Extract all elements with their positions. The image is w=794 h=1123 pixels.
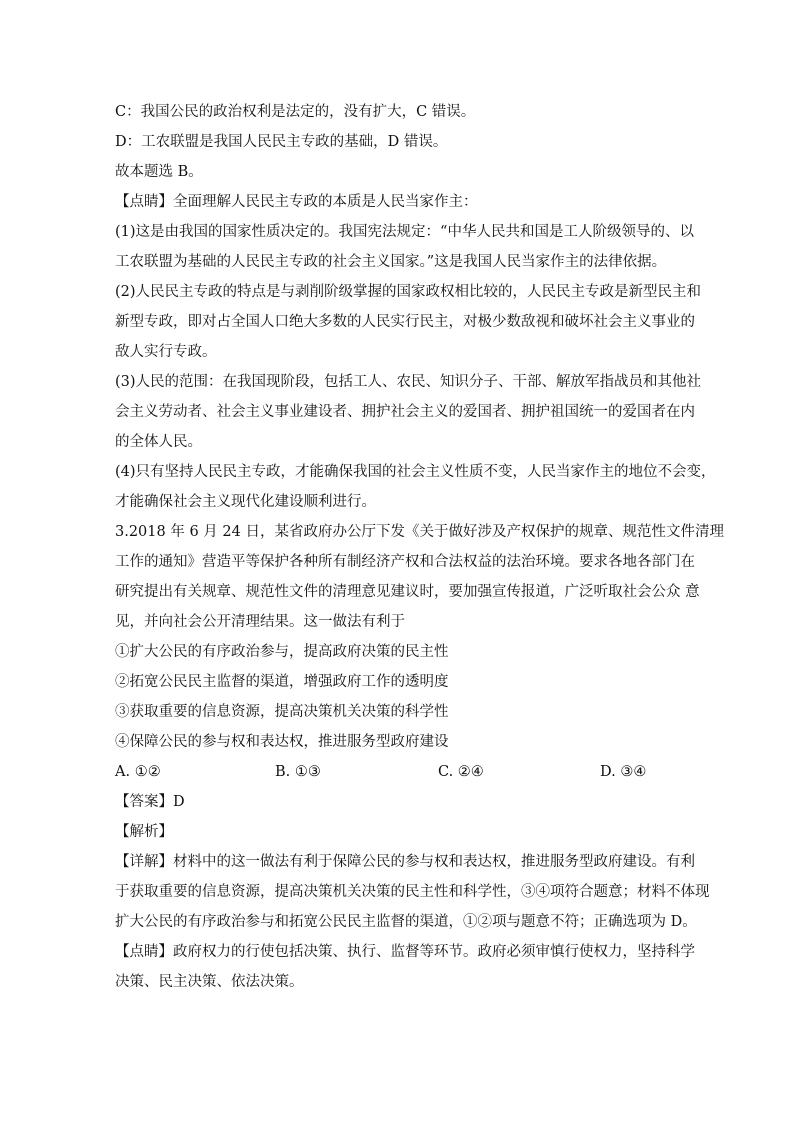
text-line: 敌人实行专政。 bbox=[115, 344, 217, 360]
text-line: C：我国公民的政治权利是法定的，没有扩大，C 错误。 bbox=[115, 104, 476, 120]
text-line: 才能确保社会主义现代化建设顺利进行。 bbox=[115, 494, 376, 510]
text-line: 新型专政，即对占全国人口绝大多数的人民实行民主，对极少数敌视和破坏社会主义事业的 bbox=[115, 314, 695, 330]
analysis-line: 于获取重要的信息资源，提高决策机关决策的民主性和科学性，③④项符合题意；材料不体现 bbox=[115, 884, 710, 900]
text-line: (1)这是由我国的国家性质决定的。我国宪法规定：“中华人民共和国是工人阶级领导的、以 bbox=[115, 224, 694, 240]
analysis-heading: 【解析】 bbox=[115, 824, 173, 840]
question-stem: 工作的通知》营造平等保护各种所有制经济产权和合法权益的法治环境。要求各地各部门在 bbox=[115, 554, 695, 570]
key-point-heading: 【点睛】全面理解人民民主专政的本质是人民当家作主： bbox=[115, 194, 478, 210]
text-line: (3)人民的范围：在我国现阶段，包括工人、农民、知识分子、干部、解放军指战员和其他社 bbox=[115, 374, 702, 390]
key-point-line: 【点睛】政府权力的行使包括决策、执行、监督等环节。政府必须审慎行使权力，坚持科学 bbox=[115, 944, 695, 960]
text-line: (4)只有坚持人民民主专政，才能确保我国的社会主义性质不变，人民当家作主的地位不会变， bbox=[115, 464, 716, 480]
text-line: 会主义劳动者、社会主义事业建设者、拥护社会主义的爱国者、拥护祖国统一的爱国者在内 bbox=[115, 404, 695, 420]
option-b: B. ①③ bbox=[275, 764, 321, 780]
text-line: (2)人民民主专政的特点是与剥削阶级掌握的国家政权相比较的，人民民主专政是新型民主和 bbox=[115, 284, 702, 300]
document-body bbox=[115, 102, 724, 992]
option-a: A. ①② bbox=[115, 764, 161, 780]
statement-item: ②拓宽公民民主监督的渠道，增强政府工作的透明度 bbox=[115, 674, 449, 690]
statement-item: ①扩大公民的有序政治参与，提高政府决策的民主性 bbox=[115, 644, 449, 660]
question-stem: 研究提出有关规章、规范性文件的清理意见建议时，要加强宣传报道，广泛听取社会公众 意 bbox=[115, 584, 700, 600]
text-line: 的全体人民。 bbox=[115, 434, 202, 450]
text-line: 故本题选 B。 bbox=[115, 164, 203, 180]
text-line: 工农联盟为基础的人民民主专政的社会主义国家。”这是我国人民当家作主的法律依据。 bbox=[115, 254, 667, 270]
answer-line: 【答案】D bbox=[115, 794, 185, 810]
key-point-line: 决策、民主决策、依法决策。 bbox=[115, 974, 304, 990]
question-stem: 3.2018 年 6 月 24 日，某省政府办公厅下发《关于做好涉及产权保护的规章、规范性文件清理 bbox=[115, 524, 724, 540]
statement-item: ③获取重要的信息资源，提高决策机关决策的科学性 bbox=[115, 704, 449, 720]
analysis-line: 【详解】材料中的这一做法有利于保障公民的参与权和表达权，推进服务型政府建设。有利 bbox=[115, 854, 695, 870]
statement-item: ④保障公民的参与权和表达权，推进服务型政府建设 bbox=[115, 734, 449, 750]
text-line: D：工农联盟是我国人民民主专政的基础，D 错误。 bbox=[115, 134, 448, 150]
answer-options bbox=[115, 762, 685, 782]
analysis-line: 扩大公民的有序政治参与和拓宽公民民主监督的渠道，①②项与题意不符；正确选项为 D。 bbox=[115, 914, 697, 930]
question-stem: 见，并向社会公开清理结果。这一做法有利于 bbox=[115, 614, 405, 630]
option-c: C. ②④ bbox=[438, 764, 484, 780]
option-d: D. ③④ bbox=[600, 764, 647, 780]
